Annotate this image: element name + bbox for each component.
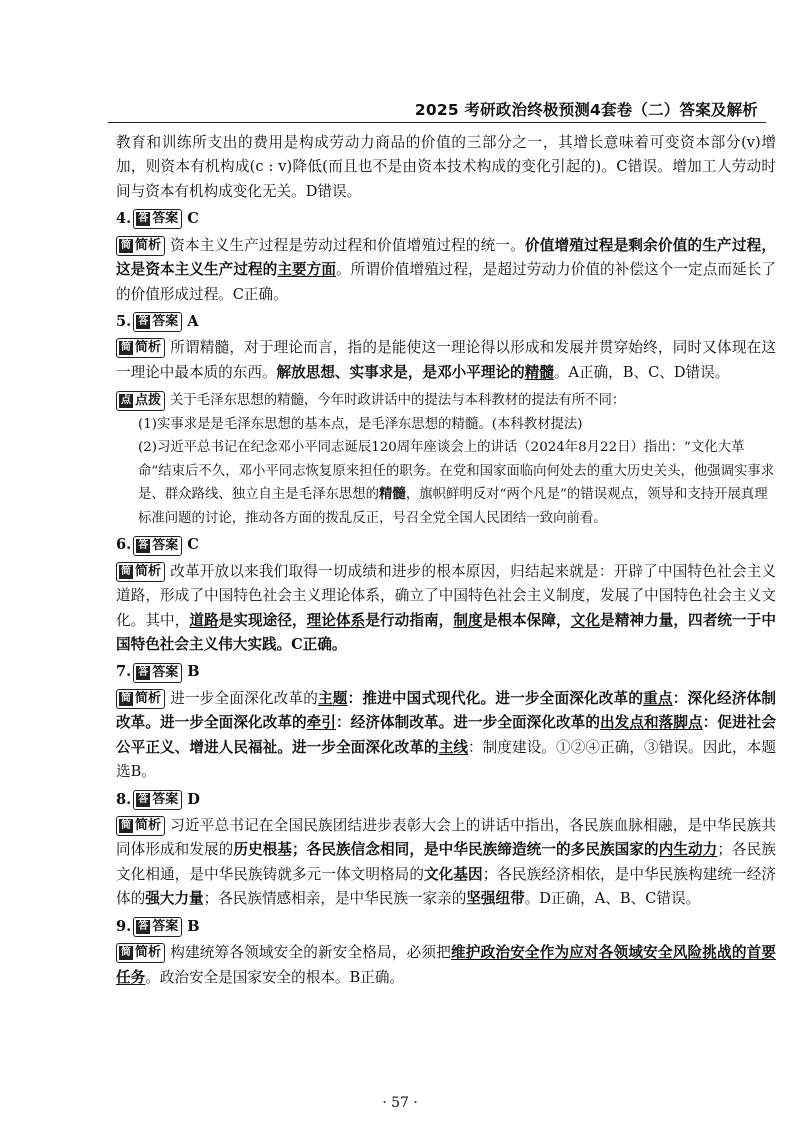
- answer-letter: C: [187, 536, 199, 554]
- tip-item: (2)习近平总书记在纪念邓小平同志诞辰120周年座谈会上的讲话（2024年8月22日）指出：“文化大革命”结束后不久，邓小平同志恢复原来担任的职务。在党和国家面临向何处去的重大历史关头，他强调实事求是、群众路线、独立自主是毛泽东思想的精髓，旗帜鲜明反对“两个凡是”的错误观点，领导和支持开展真理标准问题的讨论，推动各方面的拨乱反正，号召全党全国人民团结一致向前看。: [138, 440, 775, 526]
- question-number: 6.: [116, 536, 132, 554]
- question-4-answer: [116, 207, 776, 232]
- analysis-icon: 简: [121, 565, 131, 577]
- intro-paragraph: 教育和训练所支出的费用是构成劳动力商品的价值的三部分之一，其增长意味着可变资本部分(v)增加，则资本有机构成(c : v)降低(而且也不是由资本技术构成的变化引起的)。C错误。增加工人劳动时间与资本有机构成变化无关。D错误。: [116, 134, 776, 200]
- question-7-answer: [116, 660, 776, 685]
- question-number: 4.: [116, 210, 132, 228]
- answer-tag: 答 答案: [133, 790, 182, 810]
- answer-letter: D: [187, 790, 200, 808]
- analysis-tag: 简 简析: [116, 689, 165, 709]
- analysis-tag: 简 简析: [116, 562, 165, 582]
- tip-tag: 点 点拨: [116, 391, 165, 411]
- analysis-icon: 简: [121, 342, 131, 354]
- analysis-icon: 简: [121, 692, 131, 704]
- lightbulb-icon: 点: [121, 394, 131, 406]
- question-4-analysis: 简 简析 资本主义生产过程是劳动过程和价值增殖过程的统一。价值增殖过程是剩余价值的生产过程，这是资本主义生产过程的主要方面。所谓价值增殖过程，是超过劳动力价值的补偿这个一定点而延长了的价值形成过程。C正确。: [116, 236, 776, 303]
- header-divider: [108, 122, 766, 123]
- question-9-answer: [116, 915, 776, 940]
- answer-letter: B: [187, 917, 200, 935]
- pen-icon: 答: [138, 213, 149, 225]
- pen-icon: 答: [138, 920, 149, 932]
- question-number: 8.: [116, 790, 132, 808]
- question-number: 7.: [116, 663, 132, 681]
- analysis-tag: 简 简析: [116, 943, 165, 963]
- page-header: 2025 考研政治终极预测4套卷（二）答案及解析: [414, 101, 758, 119]
- tip-intro: 点 点拨 关于毛泽东思想的精髓，今年时政讲话中的提法与本科教材的提法有所不同：: [116, 389, 776, 413]
- answer-letter: C: [187, 210, 199, 228]
- answer-letter: B: [187, 663, 200, 681]
- question-5-answer: [116, 310, 776, 335]
- pen-icon: 答: [138, 316, 149, 328]
- main-content: [116, 131, 776, 990]
- question-9-analysis: 简 简析 构建统筹各领域安全的新安全格局，必须把维护政治安全作为应对各领域安全风险挑战的首要任务。政治安全是国家安全的根本。B正确。: [116, 944, 776, 986]
- analysis-tag: 简 简析: [116, 236, 165, 256]
- question-6-answer: [116, 533, 776, 558]
- pen-icon: 答: [138, 539, 149, 551]
- analysis-icon: 简: [121, 239, 131, 251]
- answer-tag: 答 答案: [133, 209, 182, 229]
- answer-tag: 答 答案: [133, 917, 182, 937]
- tip-item: (1)实事求是是毛泽东思想的基本点，是毛泽东思想的精髓。(本科教材提法): [138, 416, 583, 432]
- page-number: · 57 ·: [382, 1095, 418, 1111]
- question-5-tip: [116, 389, 776, 530]
- question-7-analysis: 简 简析 进一步全面深化改革的主题：推进中国式现代化。进一步全面深化改革的重点：深化经济体制改革。进一步全面深化改革的牵引：经济体制改革。进一步全面深化改革的出发点和落脚点：促进社会公平正义、增进人民福祉。进一步全面深化改革的主线：制度建设。①②④正确，③错误。因此，本题选B。: [116, 689, 776, 781]
- answer-tag: 答 答案: [133, 536, 182, 556]
- question-8-analysis: 简 简析 习近平总书记在全国民族团结进步表彰大会上的讲话中指出，各民族血脉相融，是中华民族共同体形成和发展的历史根基；各民族信念相同，是中华民族缔造统一的多民族国家的内生动力；各民族文化相通，是中华民族铸就多元一体文明格局的文化基因；各民族经济相依，是中华民族构建统一经济体的强大力量；各民族情感相亲，是中华民族一家亲的坚强纽带。D正确，A、B、C错误。: [116, 817, 776, 908]
- analysis-tag: 简 简析: [116, 816, 165, 836]
- analysis-tag: 简 简析: [116, 338, 165, 358]
- pen-icon: 答: [138, 793, 149, 805]
- pen-icon: 答: [138, 666, 149, 678]
- answer-letter: A: [187, 312, 199, 330]
- analysis-icon: 简: [121, 820, 131, 831]
- analysis-icon: 简: [121, 947, 131, 959]
- question-number: 5.: [116, 312, 132, 330]
- answer-tag: 答 答案: [133, 663, 182, 683]
- question-8-answer: [116, 788, 776, 813]
- question-6-analysis: 简 简析 改革开放以来我们取得一切成绩和进步的根本原因，归结起来就是：开辟了中国特色社会主义道路，形成了中国特色社会主义理论体系，确立了中国特色社会主义制度，发展了中国特色社会主义文化。其中，道路是实现途径，理论体系是行动指南，制度是根本保障，文化是精神力量，四者统一于中国特色社会主义伟大实践。C正确。: [116, 562, 776, 653]
- question-number: 9.: [116, 917, 132, 935]
- question-5-analysis: 简 简析 所谓精髓，对于理论而言，指的是能使这一理论得以形成和发展并贯穿始终，同时又体现在这一理论中最本质的东西。解放思想、实事求是，是邓小平理论的精髓。A正确，B、C、D错误。: [116, 339, 776, 381]
- answer-tag: 答 答案: [133, 312, 182, 332]
